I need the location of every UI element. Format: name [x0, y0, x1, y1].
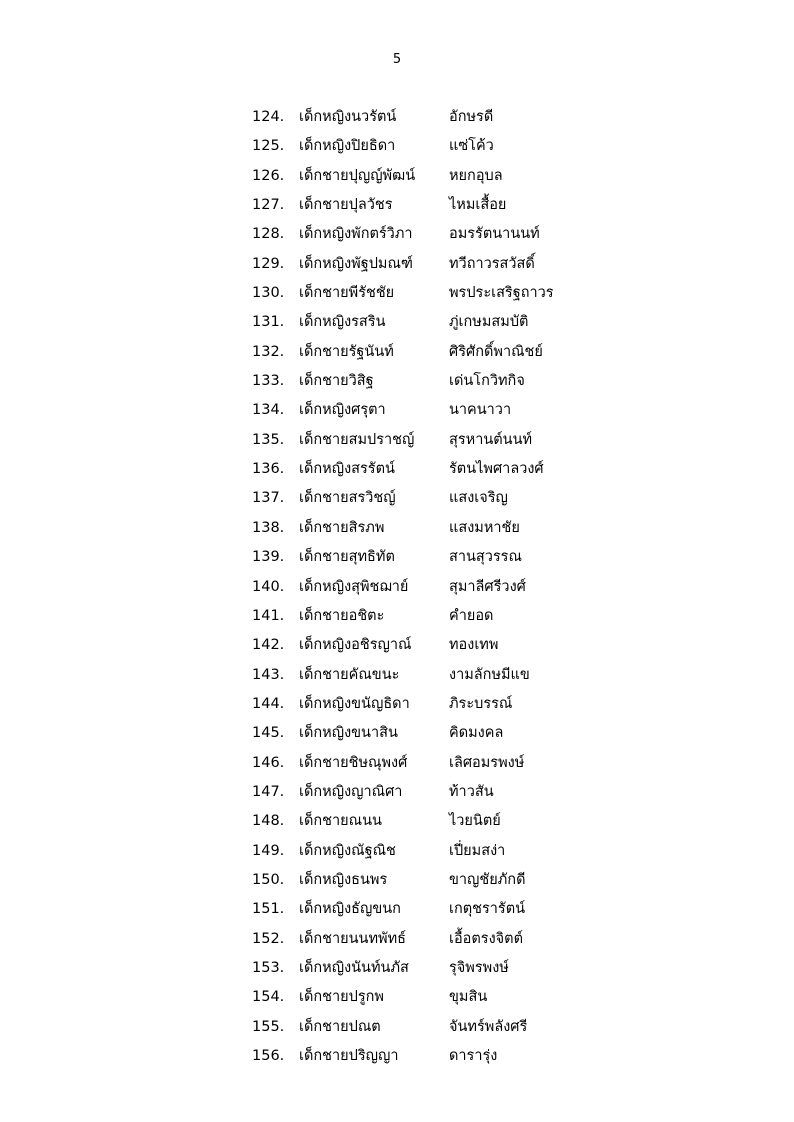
- entry-last-name: ศิริศักดิ์พาณิชย์: [449, 343, 543, 360]
- entry-first-name: เด็กชายปุญญ์พัฒน์: [299, 167, 416, 184]
- entry-first-name: เด็กชายอชิตะ: [299, 607, 385, 624]
- entry-last-name: ทวีถาวรสวัสดิ์: [449, 255, 535, 272]
- list-item: [0, 367, 794, 396]
- entry-last-name: สุรหานต์นนท์: [449, 431, 533, 448]
- list-item: [0, 602, 794, 631]
- entry-last-name: ภิระบรรณ์: [449, 695, 513, 712]
- entry-number: 142.: [252, 637, 285, 654]
- list-item: [0, 661, 794, 690]
- entry-number: 128.: [252, 226, 285, 243]
- entry-number: 136.: [252, 461, 285, 478]
- entry-first-name: เด็กชายสิรภพ: [299, 519, 385, 536]
- entry-number: 138.: [252, 519, 285, 536]
- entry-first-name: เด็กชายปรูกพ: [299, 989, 384, 1006]
- entry-number: 152.: [252, 930, 285, 947]
- entry-last-name: แสงมหาชัย: [449, 519, 520, 536]
- entry-last-name: พรประเสริฐถาวร: [449, 285, 554, 302]
- list-item: [0, 925, 794, 954]
- list-item: [0, 866, 794, 895]
- entry-first-name: เด็กหญิงปิยธิดา: [299, 138, 396, 155]
- entry-number: 145.: [252, 725, 285, 742]
- entry-first-name: เด็กหญิงณัฐณิช: [299, 842, 396, 859]
- entry-first-name: เด็กชายรัฐนันท์: [299, 343, 394, 360]
- entry-last-name: เกตุชรารัตน์: [449, 901, 526, 918]
- entry-number: 137.: [252, 490, 285, 507]
- entry-number: 155.: [252, 1018, 285, 1035]
- list-item: [0, 837, 794, 866]
- entry-number: 153.: [252, 959, 285, 976]
- entry-number: 143.: [252, 666, 285, 683]
- list-item: [0, 250, 794, 279]
- entry-first-name: เด็กชายคัณขนะ: [299, 666, 400, 683]
- entry-first-name: เด็กชายปณต: [299, 1018, 381, 1035]
- list-item: [0, 543, 794, 572]
- entry-last-name: คิดมงคล: [449, 725, 504, 742]
- entry-last-name: ขุมสิน: [449, 989, 488, 1006]
- entry-first-name: เด็กชายสรวิชญ์: [299, 490, 396, 507]
- entry-first-name: เด็กหญิงสุพิชฌาย์: [299, 578, 409, 595]
- entry-number: 140.: [252, 578, 285, 595]
- entry-last-name: เลิศอมรพงษ์: [449, 754, 525, 771]
- list-item: [0, 338, 794, 367]
- entry-first-name: เด็กชายสมปราชญ์: [299, 431, 415, 448]
- list-item: [0, 426, 794, 455]
- entry-first-name: เด็กชายวิสิฐ: [299, 373, 374, 390]
- entry-last-name: ดารารุ่ง: [449, 1048, 498, 1064]
- entry-last-name: คำยอด: [449, 607, 494, 624]
- entry-first-name: เด็กหญิงอชิรญาณ์: [299, 637, 412, 654]
- entry-last-name: ภู่เกษมสมบัติ: [449, 314, 529, 331]
- entry-first-name: เด็กชายปุลวัชร: [299, 197, 393, 214]
- list-item: [0, 1042, 794, 1071]
- entry-first-name: เด็กหญิงธนพร: [299, 871, 388, 888]
- entry-number: 129.: [252, 255, 285, 272]
- entry-number: 126.: [252, 167, 285, 184]
- entry-last-name: ขาญชัยภักดี: [449, 871, 526, 888]
- entry-number: 131.: [252, 314, 285, 331]
- entry-number: 124.: [252, 109, 285, 125]
- list-item: [0, 396, 794, 425]
- list-item: [0, 279, 794, 308]
- list-item: [0, 484, 794, 513]
- entry-last-name: งามลักษมีแข: [449, 666, 530, 683]
- entry-number: 125.: [252, 138, 285, 155]
- entry-number: 148.: [252, 813, 285, 830]
- entry-last-name: ไหมเสื้อย: [449, 197, 507, 214]
- entry-number: 139.: [252, 549, 285, 566]
- entry-number: 144.: [252, 695, 285, 712]
- entry-last-name: เปี่ยมสง่า: [449, 842, 506, 859]
- entry-first-name: เด็กหญิงรสริน: [299, 314, 386, 331]
- entry-last-name: แสงเจริญ: [449, 490, 508, 507]
- entry-last-name: อมรรัตนานนท์: [449, 226, 540, 243]
- entry-number: 146.: [252, 754, 285, 771]
- entry-first-name: เด็กชายปริญญา: [299, 1048, 399, 1064]
- list-item: [0, 807, 794, 836]
- entry-first-name: เด็กหญิงพัฐปมณฑ์: [299, 255, 413, 272]
- list-item: [0, 690, 794, 719]
- entry-last-name: นาคนาวา: [449, 402, 512, 419]
- entry-first-name: เด็กชายสุทธิทัต: [299, 549, 395, 566]
- list-item: [0, 308, 794, 337]
- entry-last-name: สานสุวรรณ: [449, 549, 522, 566]
- list-item: [0, 749, 794, 778]
- entry-number: 150.: [252, 871, 285, 888]
- entry-first-name: เด็กหญิงพักตร์วิภา: [299, 226, 413, 243]
- entry-number: 147.: [252, 783, 285, 800]
- entry-first-name: เด็กชายชิษณุพงศ์: [299, 754, 408, 771]
- entry-last-name: เด่นโกวิทกิจ: [449, 373, 525, 390]
- entry-number: 141.: [252, 607, 285, 624]
- list-item: [0, 895, 794, 924]
- entry-first-name: เด็กหญิงศรุตา: [299, 402, 386, 419]
- entry-number: 130.: [252, 285, 285, 302]
- entry-last-name: อักษรดี: [449, 109, 494, 125]
- entry-last-name: สุมาลีศรีวงศ์: [449, 578, 526, 595]
- entry-first-name: เด็กชายณนน: [299, 813, 382, 830]
- list-item: [0, 573, 794, 602]
- entry-number: 132.: [252, 343, 285, 360]
- list-item: [0, 1013, 794, 1042]
- entry-first-name: เด็กชายพีรัชชัย: [299, 285, 395, 302]
- list-item: [0, 954, 794, 983]
- entry-last-name: แซ่โค้ว: [449, 138, 494, 155]
- entry-last-name: เอื้อตรงจิตต์: [449, 930, 523, 947]
- entry-last-name: หยกอุบล: [449, 167, 503, 184]
- entry-last-name: จันทร์พลังศรี: [449, 1018, 528, 1035]
- entry-number: 133.: [252, 373, 285, 390]
- entry-number: 134.: [252, 402, 285, 419]
- entry-first-name: เด็กหญิงขนัญธิดา: [299, 695, 410, 712]
- entry-last-name: ท้าวสัน: [449, 783, 494, 800]
- list-item: [0, 719, 794, 748]
- entry-first-name: เด็กหญิงญาณิศา: [299, 783, 403, 800]
- entry-first-name: เด็กชายนนทพัทธ์: [299, 930, 406, 947]
- list-item: [0, 983, 794, 1012]
- entry-last-name: รุจิพรพงษ์: [449, 959, 509, 976]
- entry-last-name: ทองเทพ: [449, 637, 499, 654]
- list-item: [0, 191, 794, 220]
- list-item: [0, 103, 794, 132]
- entry-number: 156.: [252, 1048, 285, 1064]
- list-item: [0, 631, 794, 660]
- student-name-list: [0, 103, 794, 1071]
- entry-number: 149.: [252, 842, 285, 859]
- list-item: [0, 514, 794, 543]
- entry-number: 151.: [252, 901, 285, 918]
- list-item: [0, 455, 794, 484]
- entry-last-name: ไวยนิตย์: [449, 813, 501, 830]
- entry-first-name: เด็กหญิงนวรัตน์: [299, 109, 397, 125]
- list-item: [0, 778, 794, 807]
- entry-number: 135.: [252, 431, 285, 448]
- entry-number: 154.: [252, 989, 285, 1006]
- list-item: [0, 162, 794, 191]
- entry-first-name: เด็กหญิงธัญขนก: [299, 901, 401, 918]
- entry-first-name: เด็กหญิงขนาสิน: [299, 725, 398, 742]
- entry-first-name: เด็กหญิงนันท์นภัส: [299, 959, 409, 976]
- list-item: [0, 220, 794, 249]
- page-number: 5: [392, 52, 402, 67]
- list-item: [0, 132, 794, 161]
- entry-number: 127.: [252, 197, 285, 214]
- entry-first-name: เด็กหญิงสรรัตน์: [299, 461, 395, 478]
- entry-last-name: รัตนไพศาลวงศ์: [449, 461, 544, 478]
